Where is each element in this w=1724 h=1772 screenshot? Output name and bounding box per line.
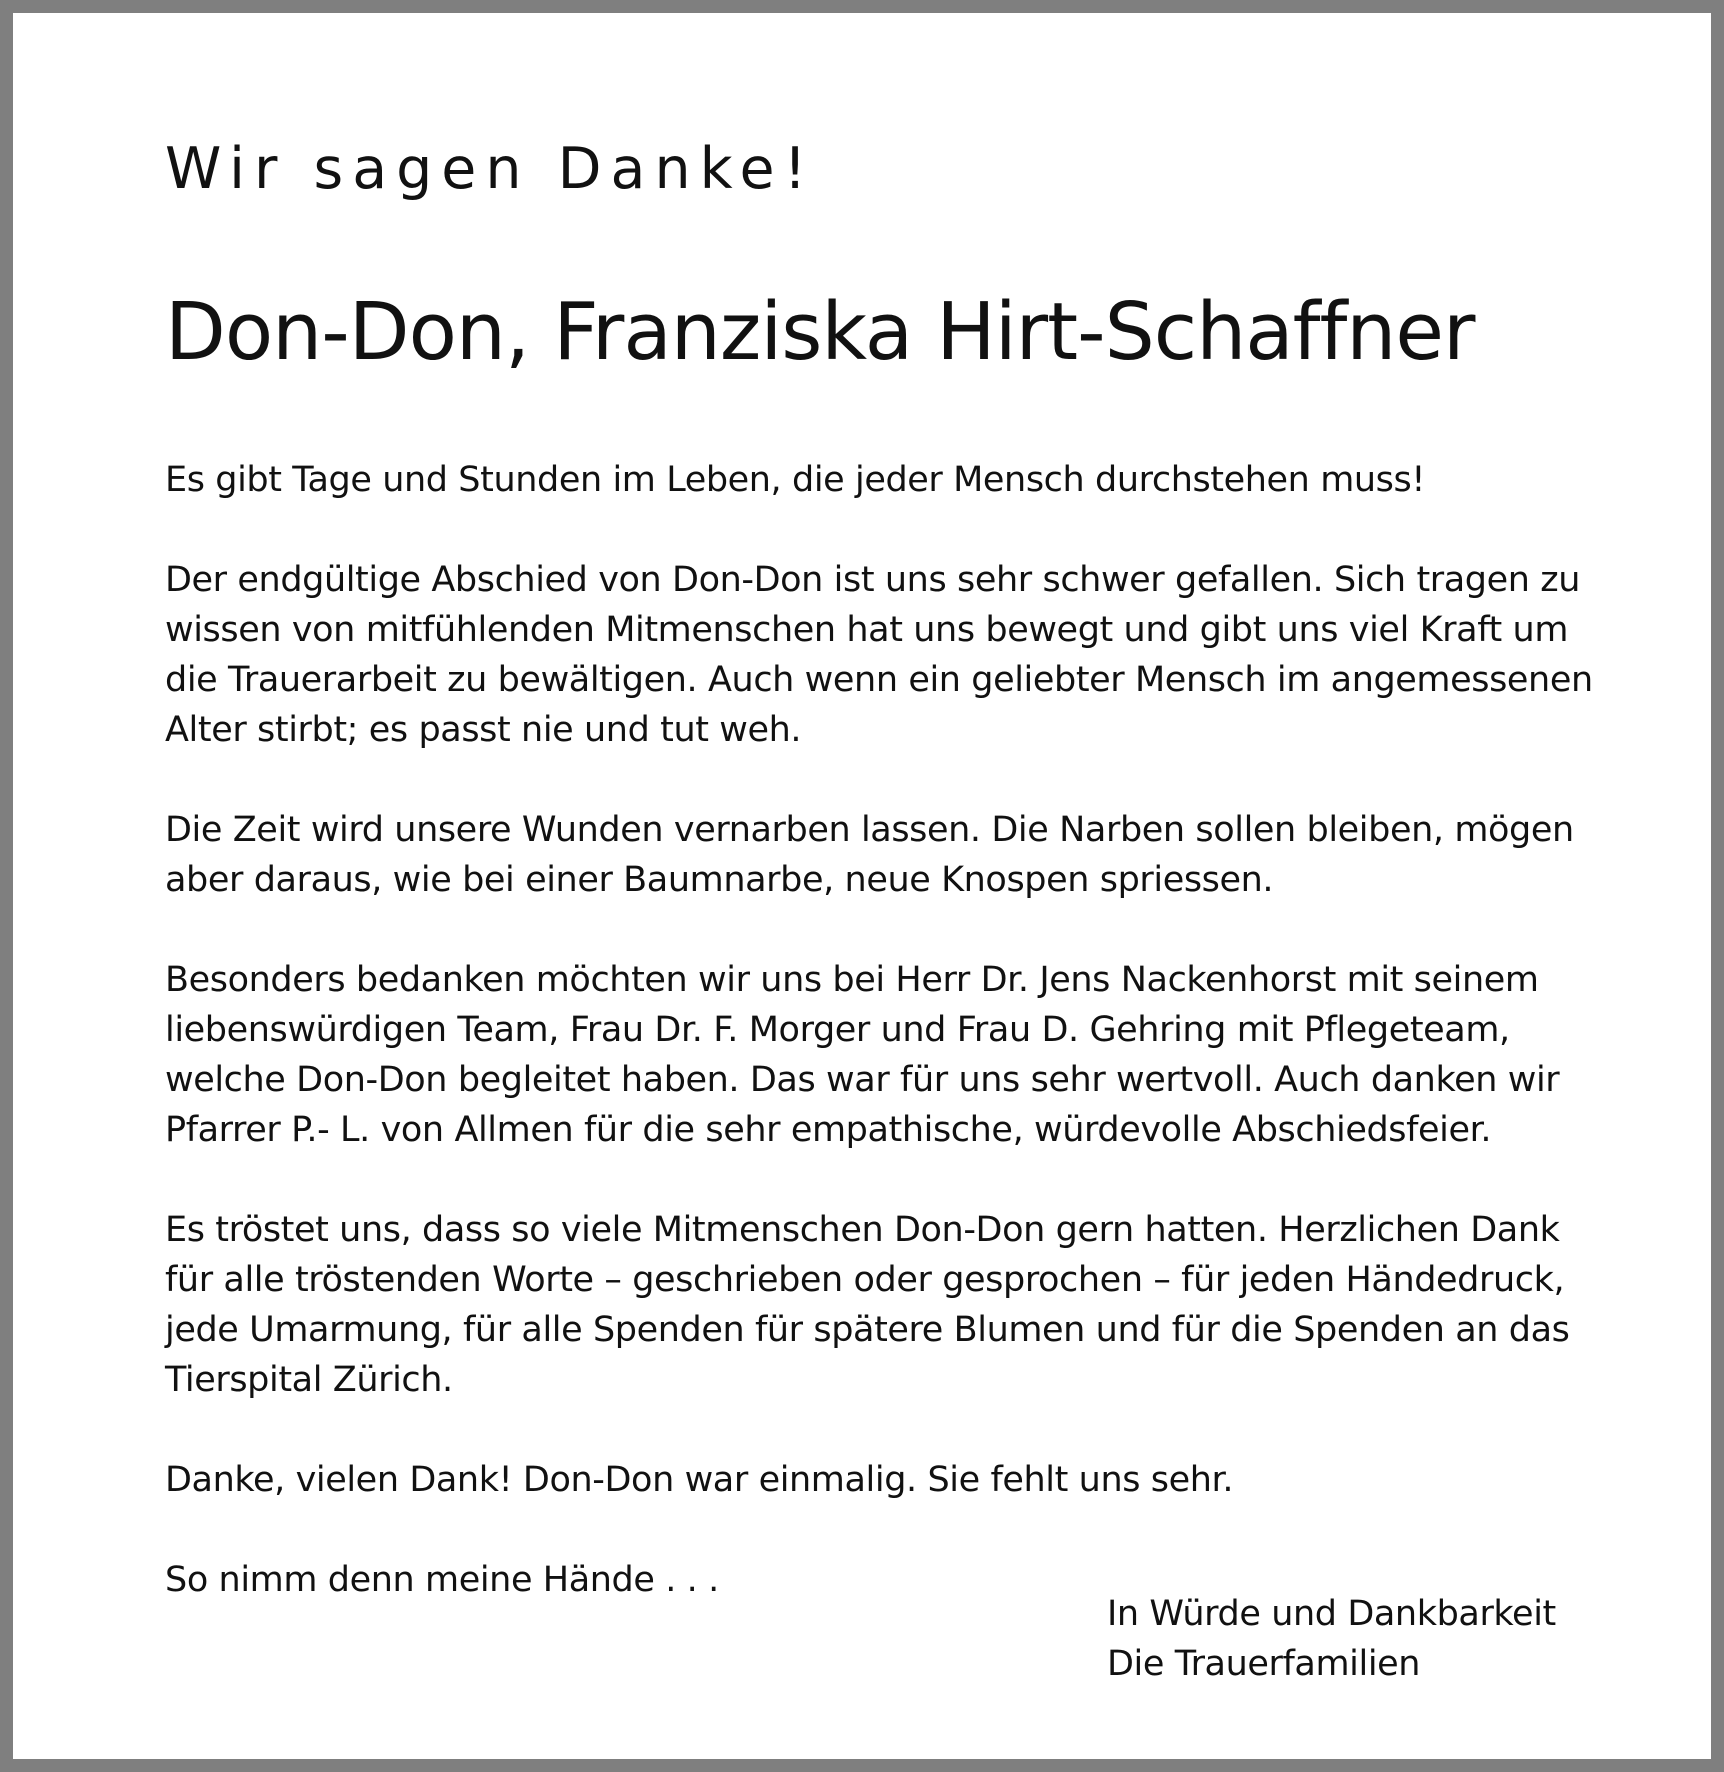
text-line: liebenswürdigen Team, Frau Dr. F. Morger und Frau D. Gehring mit Pflegeteam, bbox=[165, 1010, 1510, 1050]
text-line: für alle tröstenden Worte – geschrieben oder gesprochen – für jeden Händedruck, bbox=[165, 1260, 1565, 1300]
paragraph-gratitude bbox=[165, 1455, 1645, 1505]
text-line: die Trauerarbeit zu bewältigen. Auch wenn ein geliebter Mensch im angemessenen bbox=[165, 660, 1593, 700]
paragraph-time bbox=[165, 805, 1645, 905]
text-line: wissen von mitfühlenden Mitmenschen hat uns bewegt und gibt uns viel Kraft um bbox=[165, 610, 1569, 650]
text-line: Es tröstet uns, dass so viele Mitmenschen Don-Don gern hatten. Herzlichen Dank bbox=[165, 1210, 1560, 1250]
signoff bbox=[1107, 1589, 1556, 1689]
signoff-line-2: Die Trauerfamilien bbox=[1107, 1644, 1421, 1684]
text-line: Der endgültige Abschied von Don-Don ist uns sehr schwer gefallen. Sich tragen zu bbox=[165, 560, 1581, 600]
text-line: So nimm denn meine Hände . . . bbox=[165, 1560, 719, 1600]
text-line: aber daraus, wie bei einer Baumnarbe, neue Knospen spriessen. bbox=[165, 860, 1274, 900]
text-line: Danke, vielen Dank! Don-Don war einmalig. Sie fehlt uns sehr. bbox=[165, 1460, 1234, 1500]
text-line: Es gibt Tage und Stunden im Leben, die jeder Mensch durchstehen muss! bbox=[165, 460, 1425, 500]
text-line: Alter stirbt; es passt nie und tut weh. bbox=[165, 710, 802, 750]
paragraph-intro bbox=[165, 455, 1645, 505]
paragraph-farewell bbox=[165, 555, 1645, 755]
notice-heading: Wir sagen Danke! bbox=[165, 136, 816, 202]
text-line: Besonders bedanken möchten wir uns bei Herr Dr. Jens Nackenhorst mit seinem bbox=[165, 960, 1539, 1000]
text-line: Tierspital Zürich. bbox=[165, 1360, 453, 1400]
paragraph-thanks-care bbox=[165, 955, 1645, 1155]
text-line: jede Umarmung, für alle Spenden für spätere Blumen und für die Spenden an das bbox=[165, 1310, 1570, 1350]
signoff-line-1: In Würde und Dankbarkeit bbox=[1107, 1594, 1556, 1634]
text-line: Die Zeit wird unsere Wunden vernarben lassen. Die Narben sollen bleiben, mögen bbox=[165, 810, 1574, 850]
text-line: Pfarrer P.- L. von Allmen für die sehr empathische, würdevolle Abschiedsfeier. bbox=[165, 1110, 1492, 1150]
text-line: welche Don-Don begleitet haben. Das war für uns sehr wertvoll. Auch danken wir bbox=[165, 1060, 1560, 1100]
deceased-name: Don-Don, Franziska Hirt-Schaffner bbox=[165, 286, 1475, 378]
paragraph-comfort bbox=[165, 1205, 1645, 1405]
notice-body bbox=[165, 455, 1645, 1655]
